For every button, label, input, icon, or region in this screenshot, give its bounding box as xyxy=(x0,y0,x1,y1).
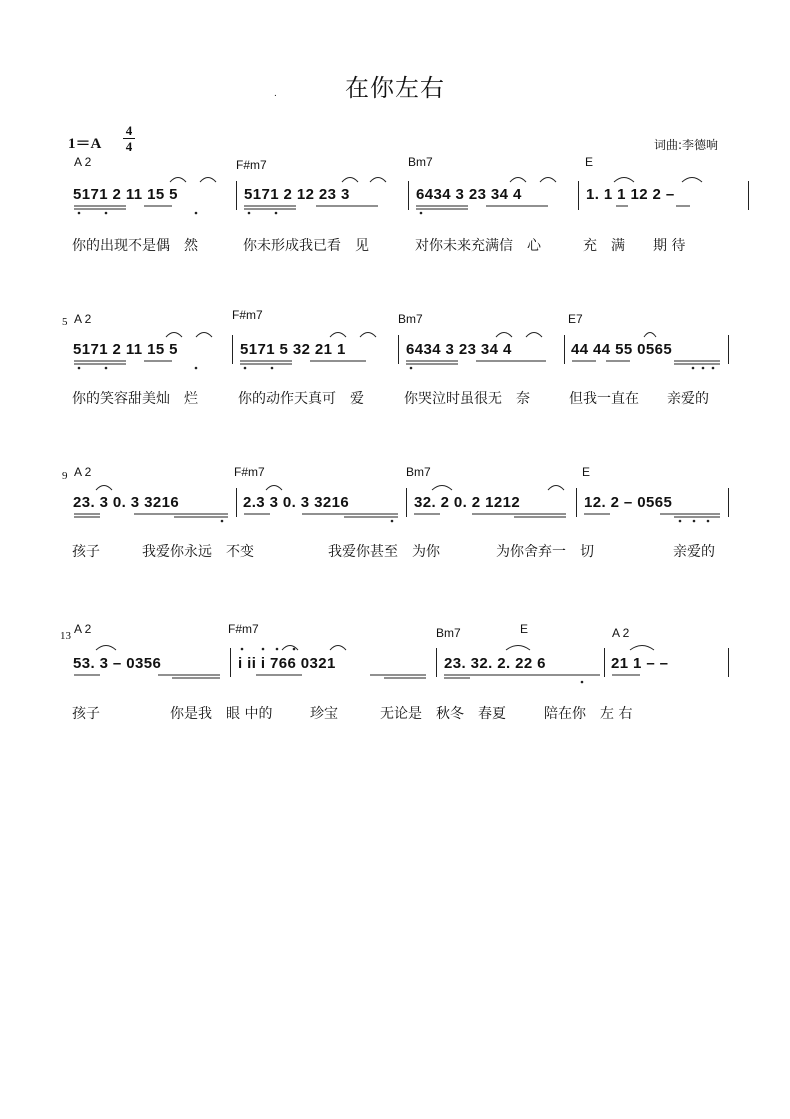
chord-label: A 2 xyxy=(74,155,92,169)
measure-15: 23. 32. 2. 22 6 xyxy=(444,655,546,672)
measure-16: 21 1 – – xyxy=(611,655,669,672)
chord-label: F#m7 xyxy=(236,158,267,172)
lyric-line: 亲爱的 xyxy=(673,544,715,560)
barline xyxy=(564,335,565,364)
chord-label: F#m7 xyxy=(228,622,259,636)
chord-label: Bm7 xyxy=(406,465,431,479)
measure-14: i ii i 766 0321 xyxy=(238,655,336,672)
lyric-line: 你的动作天真可 爱 xyxy=(238,391,364,407)
barline xyxy=(406,488,407,517)
barline xyxy=(232,335,233,364)
barline xyxy=(728,488,729,517)
barline xyxy=(436,648,437,677)
measure-10: 2.3 3 0. 3 3216 xyxy=(243,494,350,511)
measure-5: 5171 2 11 15 5 xyxy=(73,341,178,358)
measure-11: 32. 2 0. 2 1212 xyxy=(414,494,521,511)
chord-label: Bm7 xyxy=(398,312,423,326)
lyric-line: 孩子 你是我 眼 中的 xyxy=(72,706,273,722)
lyric-line: 你的笑容甜美灿 烂 xyxy=(72,391,198,407)
measure-13: 53. 3 – 0356 xyxy=(73,655,162,672)
barline xyxy=(604,648,605,677)
measure-1: 5171 2 11 15 5 xyxy=(73,186,178,203)
time-signature-top: 4 xyxy=(125,123,133,138)
lyric-line: 孩子 我爱你永远 不变 xyxy=(72,544,254,560)
measure-2: 5171 2 12 23 3 xyxy=(244,186,350,203)
measure-7: 6434 3 23 34 4 xyxy=(406,341,512,358)
time-signature xyxy=(123,124,135,153)
measure-8: 44 44 55 0565 xyxy=(571,341,673,358)
lyric-line: 陪在你 左 右 xyxy=(544,706,633,722)
barline xyxy=(728,335,729,364)
barline xyxy=(408,181,409,210)
chord-label: F#m7 xyxy=(234,465,265,479)
lyric-line: 但我一直在 亲爱的 xyxy=(569,391,709,407)
system-number: 5 xyxy=(62,316,68,328)
chord-label: E xyxy=(585,155,594,169)
chord-label: F#m7 xyxy=(232,308,263,322)
final-barline xyxy=(728,648,729,677)
barline xyxy=(578,181,579,210)
system-number: 9 xyxy=(62,470,68,482)
chord-label: E xyxy=(582,465,591,479)
measure-3: 6434 3 23 34 4 xyxy=(416,186,522,203)
measure-12: 12. 2 – 0565 xyxy=(584,494,673,511)
measure-6: 5171 5 32 21 1 xyxy=(240,341,346,358)
lyric-line: 你未形成我已看 见 xyxy=(243,238,369,254)
measure-9: 23. 3 0. 3 3216 xyxy=(73,494,180,511)
lyric-line: 充 满 期 待 xyxy=(583,238,686,254)
key-signature: 1＝A xyxy=(68,136,102,152)
barline xyxy=(236,488,237,517)
system-number: 13 xyxy=(60,630,71,642)
chord-label: A 2 xyxy=(74,465,92,479)
chord-label: Bm7 xyxy=(436,626,461,640)
measure-4: 1. 1 1 12 2 – xyxy=(586,186,675,203)
lyric-line: 为你舍弃一 切 xyxy=(496,544,594,560)
song-title: 在你左右 xyxy=(345,74,445,102)
barline xyxy=(398,335,399,364)
lyric-line: 你的出现不是偶 然 xyxy=(72,238,198,254)
chord-label: A 2 xyxy=(612,626,630,640)
lyric-line: 我爱你甚至 为你 xyxy=(328,544,440,560)
lyric-line: 珍宝 无论是 秋冬 春夏 xyxy=(310,706,506,722)
credit-line: 词曲:李德响 xyxy=(654,138,719,152)
chord-label: E7 xyxy=(568,312,583,326)
barline xyxy=(748,181,749,210)
lyric-line: 对你未来充满信 心 xyxy=(415,238,541,254)
barline xyxy=(236,181,237,210)
barline xyxy=(230,648,231,677)
time-signature-bottom: 4 xyxy=(125,139,133,154)
chord-label: Bm7 xyxy=(408,155,433,169)
chord-label: A 2 xyxy=(74,622,92,636)
chord-label: E xyxy=(520,622,529,636)
stray-dot: . xyxy=(274,88,277,99)
chord-label: A 2 xyxy=(74,312,92,326)
barline xyxy=(576,488,577,517)
lyric-line: 你哭泣时虽很无 奈 xyxy=(404,391,530,407)
